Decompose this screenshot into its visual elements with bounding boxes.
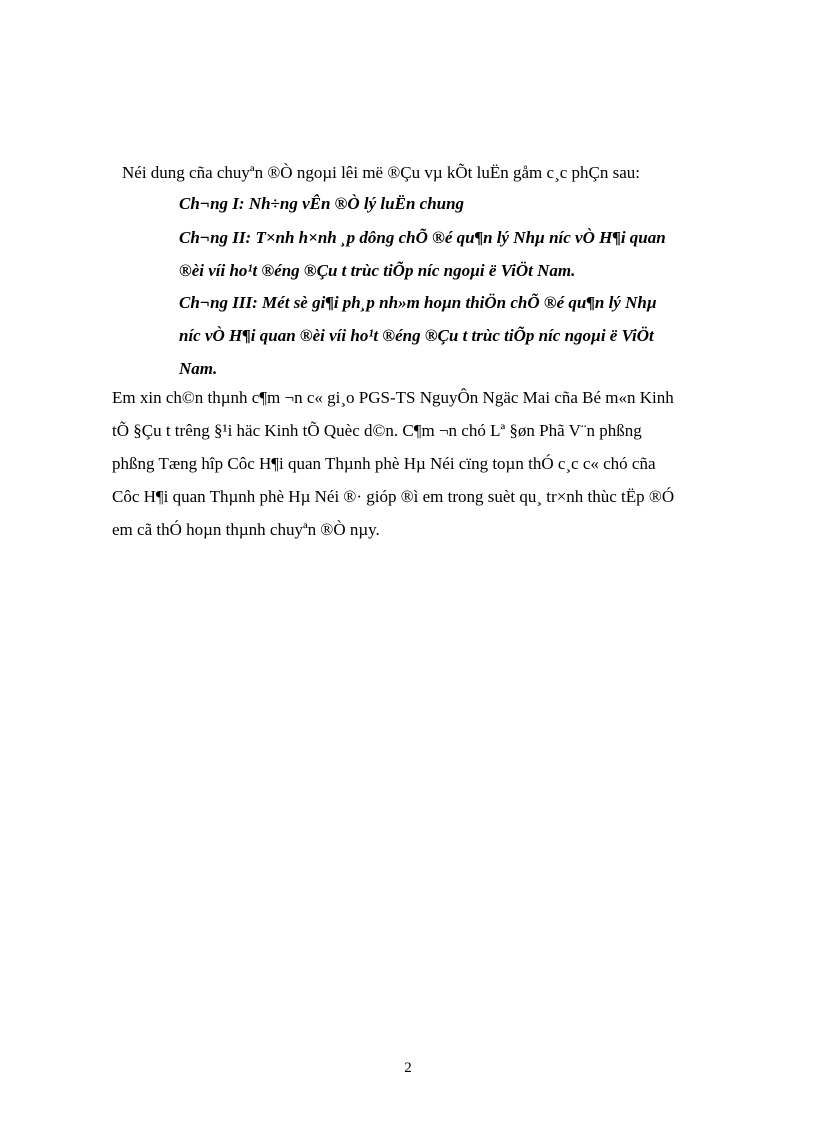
paragraph-line-3: phßng Tæng hîp Côc H¶i quan Thµnh phè Hµ Néi cïng toµn thÓ c¸c c« chó cña	[112, 454, 656, 473]
chapter-1-line-1: Ch¬ng I: Nh÷ng vÊn ®Ò lý luËn chung	[179, 194, 465, 213]
intro-line: Néi dung cña chuyªn ®Ò ngoµi lêi më ®Çu vµ kÕt luËn gåm c¸c phÇn sau:	[122, 163, 640, 182]
paragraph-line-4: Côc H¶i quan Thµnh phè Hµ Néi ®· gióp ®ì em trong suèt qu¸ tr×nh thùc tËp ®Ó	[112, 487, 675, 506]
chapter-1	[179, 193, 753, 226]
page-number: 2	[404, 1060, 412, 1076]
chapter-3-line-3: Nam.	[179, 359, 218, 378]
paragraph-line-1: Em xin ch©n thµnh c¶m ¬n c« gi¸o PGS-TS NguyÔn Ngäc Mai cña Bé m«n Kinh	[112, 388, 674, 407]
acknowledgement-paragraph	[112, 387, 753, 552]
paragraph-line-5: em cã thÓ hoµn thµnh chuyªn ®Ò nµy.	[112, 520, 380, 539]
paragraph-line-2: tÕ §Çu t trêng §¹i häc Kinh tÕ Quèc d©n. C¶m ¬n chó Lª §øn Phã V¨n phßng	[112, 421, 642, 440]
chapter-3-line-2: níc vÒ H¶i quan ®èi víi ho¹t ®éng ®Çu t trùc tiÕp níc ngoµi ë ViÖt	[179, 326, 654, 345]
chapter-3-line-1: Ch¬ng III: Mét sè gi¶i ph¸p nh»m hoµn thiÖn chÕ ®é qu¶n lý Nhµ	[179, 293, 657, 312]
chapter-2-line-2: ®èi víi ho¹t ®éng ®Çu t trùc tiÕp níc ngoµi ë ViÖt Nam.	[179, 261, 576, 280]
chapter-3	[179, 292, 753, 391]
chapter-2	[179, 227, 753, 293]
chapter-2-line-1: Ch¬ng II: T×nh h×nh ¸p dông chÕ ®é qu¶n lý Nhµ níc vÒ H¶i quan	[179, 228, 666, 247]
